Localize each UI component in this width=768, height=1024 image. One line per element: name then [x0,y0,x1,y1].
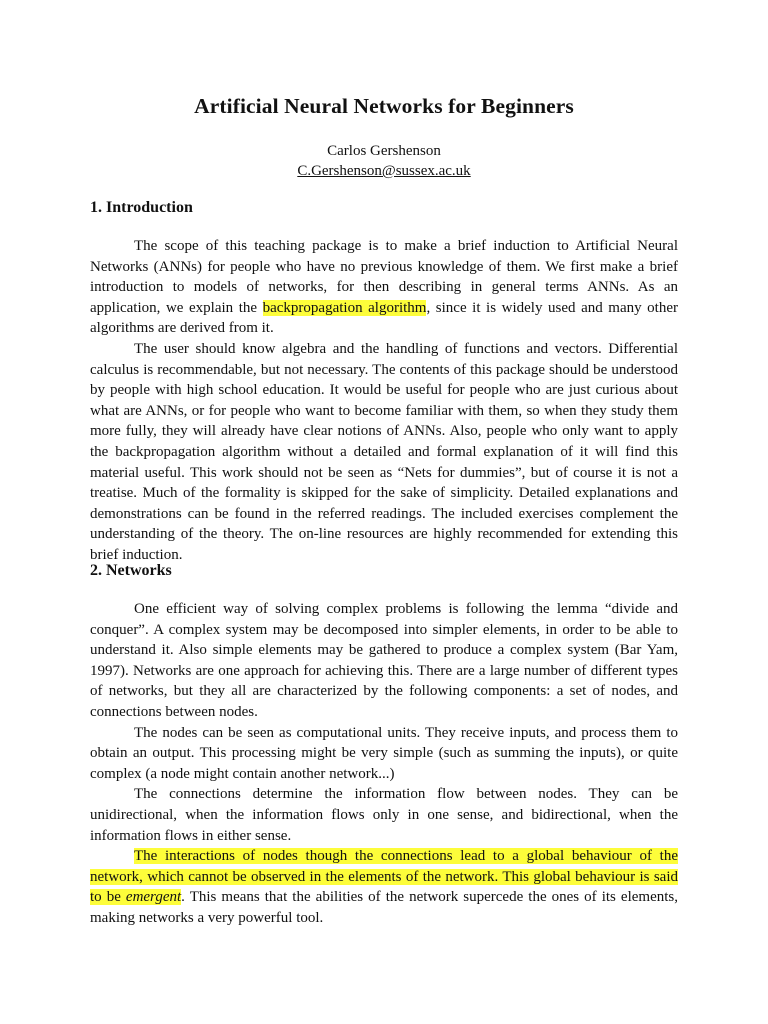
paragraph-text: The scope of this teaching package is to make a brief induction to Artificial Neural Networks (ANNs) for people who have no previous knowledge of them. We first make a brief introduction to models of networks, for then describing in general terms ANNs. As an application, we explain the [90,238,678,316]
paragraph [90,846,678,928]
highlighted-text: backpropagation algorithm [262,299,427,316]
paragraph-text: . This means that the abilities of the network supercede the ones of its elements, making networks a very powerful tool. [90,889,678,926]
paragraph: One efficient way of solving complex problems is following the lemma “divide and conquer”. A complex system may be decomposed into simpler elements, in order to be able to understand it. Also simple elements may be gathered to produce a complex system (Bar Yam, 1997). Networks are one approach for achieving this. There are a large number of different types of networks, but they all are characterized by the following components: a set of nodes, and connections between nodes. [90,601,678,720]
section-body-introduction [90,236,678,566]
paragraph: The user should know algebra and the handling of functions and vectors. Differential calculus is recommendable, but not necessary. The contents of this package should be understood by people with high school education. It would be useful for people who are just curious about what are ANNs, or for people who want to become familiar with them, so when they study them more fully, they will already have clear notions of ANNs. Also, people who only want to apply the backpropagation algorithm without a detailed and formal explanation of it will find this material useful. This work should not be seen as “Nets for dummies”, but of course it is not a treatise. Much of the formality is skipped for the sake of simplicity. Detailed explanations and demonstrations can be found in the referred readings. The included exercises complement the understanding of the theory. The on-line resources are highly recommended for extending this brief induction. [90,340,678,563]
section-heading-networks: 2. Networks [90,562,172,579]
emphasized-word: emergent [125,889,182,906]
paragraph [90,236,678,339]
author-email-link[interactable]: C.Gershenson@sussex.ac.uk [297,163,471,179]
paragraph-text: , since it is widely used and many other algorithms are derived from it. [90,299,678,337]
section-body-networks [90,599,678,929]
paragraph: The connections determine the information flow between nodes. They can be unidirectional, when the information flows only in one sense, and bidirectional, when the information flows in either sense. [90,786,678,844]
document-title: Artificial Neural Networks for Beginners [194,94,574,118]
author-name: Carlos Gershenson [327,143,441,159]
highlighted-text-part: The interactions of nodes though the connections lead to a global behaviour of the network, which cannot be observed in the elements of the network. This global behaviour is said to be [90,848,678,906]
section-heading-introduction: 1. Introduction [90,199,193,216]
author-email [90,161,678,181]
paragraph: The nodes can be seen as computational units. They receive inputs, and process them to obtain an output. This processing might be very simple (such as summing the inputs), or quite complex (a node might contain another network...) [90,724,678,782]
